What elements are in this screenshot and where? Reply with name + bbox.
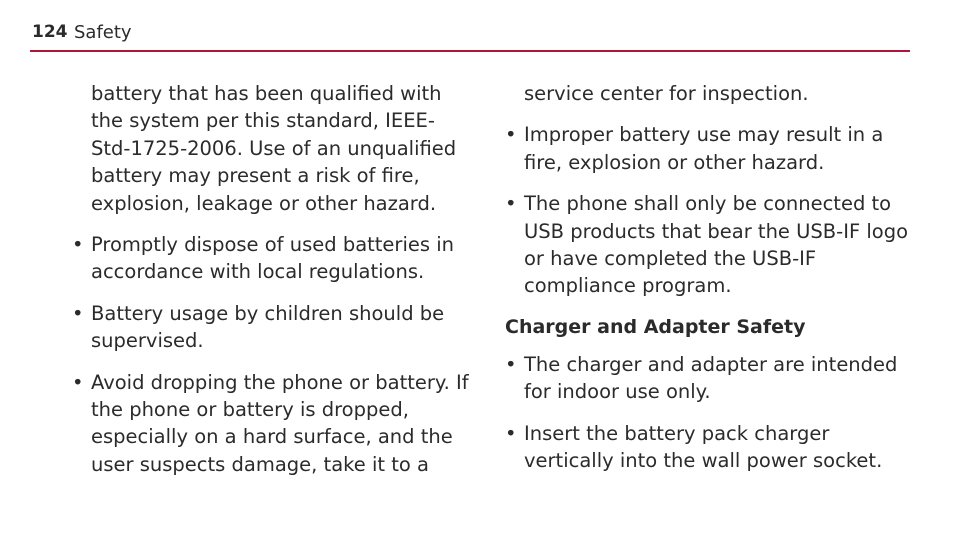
list-item [505, 351, 915, 406]
list-item-text: Avoid dropping the phone or battery. If the phone or battery is dropped, especially on a hard surface, and the user suspects damage, take it to a [91, 370, 469, 476]
list-item [72, 300, 472, 355]
left-column [72, 80, 472, 492]
list-item [505, 420, 915, 475]
bullet-icon: • [505, 192, 517, 216]
list-item [505, 121, 915, 176]
list-item [72, 369, 472, 479]
bullet-icon: • [72, 301, 84, 325]
section-title: Safety [74, 22, 132, 43]
bullet-icon: • [72, 233, 84, 257]
list-item-text: The charger and adapter are intended for indoor use only. [524, 352, 898, 404]
list-item-text: The phone shall only be connected to USB products that bear the USB-IF logo or have completed the USB-IF compliance program. [524, 192, 909, 298]
list-item [72, 231, 472, 286]
bullet-icon: • [505, 123, 517, 147]
subheading: Charger and Adapter Safety [505, 315, 806, 338]
list-item-text: Improper battery use may result in a fire, explosion or other hazard. [524, 123, 884, 174]
bullet-icon: • [72, 370, 84, 394]
continuation-paragraph: service center for inspection. [524, 82, 809, 105]
continuation-paragraph: battery that has been qualified with the system per this standard, IEEE-Std-1725-2006. Use of an unqualified battery may present a risk of fire, explosion, leakage or other hazard. [91, 82, 457, 215]
page-number: 124 [32, 22, 68, 42]
list-item-text: Battery usage by children should be supervised. [91, 301, 445, 353]
right-column [505, 80, 915, 488]
bullet-icon: • [505, 421, 517, 445]
list-item-text: Insert the battery pack charger vertically into the wall power socket. [524, 421, 883, 473]
bullet-icon: • [505, 352, 517, 376]
page-header [30, 20, 910, 52]
list-item-text: Promptly dispose of used batteries in accordance with local regulations. [91, 233, 454, 284]
list-item [505, 190, 915, 300]
